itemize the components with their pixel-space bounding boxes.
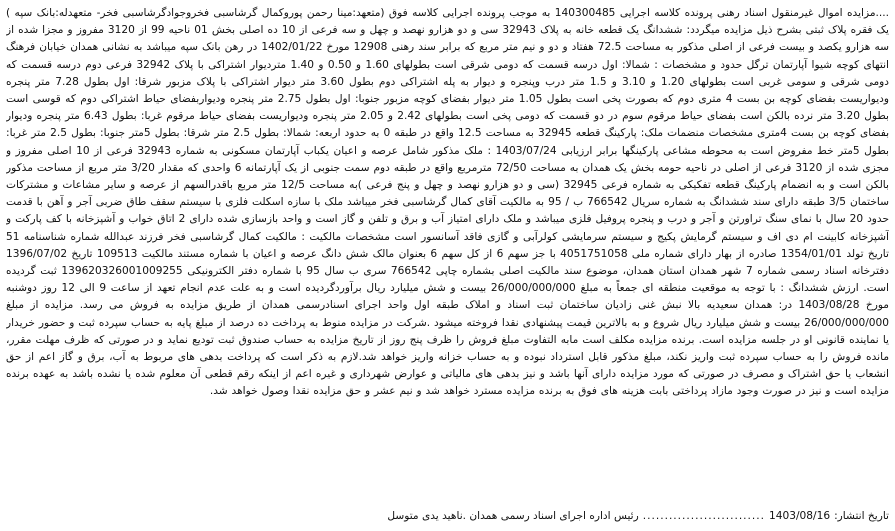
footer-dot-leader: ............................ bbox=[642, 510, 766, 522]
signatory: رئیس اداره اجرای اسناد رسمی همدان .ناهید یدی متوسل bbox=[387, 510, 639, 522]
publish-date-value: 1403/08/16 bbox=[769, 510, 831, 522]
publish-date-label: تاریخ انتشار: bbox=[834, 510, 889, 522]
auction-notice-body: ....مزایده اموال غیرمنقول اسناد رهنی پرونده کلاسه اجرایی 140300485 به موجب پرونده اجرایی کلاسه فوق (متعهد:مینا رحمن پوروکمال گرشاسبی فخروجوادگرشاسبی فخر- متعهدله:بانک سپه ) یک فقره پلاک ثبتی بشرح ذیل مزایده میگردد: ششدانگ یک قطعه خانه به پلاک 32943 سی و دو هزارو نهصد و چهل و سه فرعی از 10 ده اصلی بخش 01 ناحیه 99 از 3120 مفروز و مجزا شده از سه هزارو یکصد و بیست فرعی از اصلی مذکور به مساحت 72.5 هفتاد و دو و نیم متر مربع که برابر سند رهنی 12908 مورخ 1402/01/22 در رهن بانک سپه میباشد به نشانی همدان خیابان فرهنگ انتهای کوچه شیوا آپارتمان ترگل حدود و مشخصات : شمالا: اول درسه قسمت که دومی شرقی است بطولهای 1.60 و 0.50 و 1.40 متردیوار اشتراکی با پلاک 32942 فرعی دوم درسه قسمت که دومی شرقی و سومی غربی است بطولهای 1.20 و 3.10 و 1.5 متر درب وپنجره و دیوار به پله اشتراکی دوم بطول 3.60 متر دیوار اشتراکی با پلاک مزبور شرقا: اول بطول 7.28 متر پنجره ودیواریست بفضای کوچه بن بست 4 متری دوم که بصورت پخی است بطول 1.05 متر دیوار بفضای کوچه مزبور جنوبا: اول بطول 2.75 متر پنجره ودیواربفضای حیاط اشتراکی دوم که قوسی است بطول 3.20 متر نرده بالکن است بفضای حیاط مرقوم سوم در دو قسمت که دومی پخی است بطولهای 2.42 و 2.05 متر پنجره ودیواریست بفضای حیاط مرقوم غربا: بطول 6.43 متر پنجره ودیوار بفضای کوچه بن بست 4متری مشخصات منضمات ملک: پارکینگ قطعه 32945 به مساحت 12.5 واقع در طبقه 0 به حدود اربعه: شمالا: بطول 2.5 متر شرقا: بطول 5متر جنوبا: بطول 2.5 متر غربا: بطول 5متر خط مفروض است به محوطه مشاعی پارکینگها برابر ارزیابی 1403/07/24 : ملک مذکور شامل عرصه و اعیان یکباب آپارتمان مسکونی به شماره 32943 فرعی از 10 اصلی مفروز و مجزی شده از 3120 فرعی از اصلی در ناحیه حومه بخش یک همدان به مساحت 72/50 مترمربع واقع در طبقه دوم سمت جنوبی از یک آپارتمانه 6 واحدی که مقدار 3/20 متر مربع از مساحت مذکور بالکن است و به انضمام پارکینگ قطعه تفکیکی به شماره فرعی 32945 (سی و دو هزارو نهصد و چهل و پنج فرعی )به مساحت 12/5 متر مربع باقدرالسهم از عرصه و سایر مشاعات و مشترکات ساختمان 3/5 طبقه دارای سند ششدانگ به شماره سریال 766542 ب / 95 به مالکیت آقای کمال گرشاسبی فخر میباشد ملک با سازه اسکلت فلزی با سیستم سقف طاق ضربی آجر و آهن با قدمت حدود 20 سال با نمای سنگ تراورتن و آجر و درب و پنجره پروفیل فلزی میباشد و ملک دارای امتیاز آب و برق و تلفن و گاز است و واحد بازسازی شده دارای 2 اتاق خواب و آشپزخانه با کف پارکت و آشپزخانه کابینت ام دی اف و سیستم گرمایش پکیج و سیستم سرمایشی کولرآبی و گازی فاقد آسانسور است مشخصات مالکیت : مالکیت کمال گرشاسبی فخر فرزند عبدالله شماره شناسنامه 51 تاریخ تولد 1354/01/01 صادره از بهار دارای شماره ملی 4051751058 با جز سهم 6 از کل سهم 6 بعنوان مالک شش دانگ عرصه و اعیان با شماره مستند مالکیت 109513 تاریخ 1396/07/02 دفترخانه اسناد رسمی شماره 7 شهر همدان استان همدان، موضوع سند مالکیت اصلی بشماره چاپی 766542 سری ب سال 95 با شماره دفتر الکترونیکی 139620326001009255 ثبت گردیده است. ارزش ششدانگ : با توجه به موقعیت منطقه ای جمعاً به مبلغ 26/000/000/000 بیست و شش میلیارد ریال برآوردگردیده است و به علت عدم انجام تعهد از ساعت 9 الی 12 روز دوشنبه مورخ 1403/08/28 در: همدان سعیدیه بالا نبش غنی زادیان ساختمان ثبت اسناد و املاک طبقه اول واحد اجرای اسنادرسمی همدان از طریق مزایده به فروش می رسد. مزایده از مبلغ 26/000/000/000 بیست و شش میلیارد ریال شروع و به بالاترین قیمت پیشنهادی نقدا فروخته میشود .شرکت در مزایده منوط به پرداخت ده درصد از مبلغ پایه به حساب سپرده ثبت و حضور خریدار یا نماینده قانونی او در جلسه مزایده است. برنده مزایده مکلف است مابه التفاوت مبلغ فروش را ظرف پنج روز از تاریخ مزایده به حساب صندوق ثبت تودیع نماید و در صورتی که ظرف مهلت مقرر، مانده فروش را به حساب سپرده ثبت واریز نکند، مبلغ مذکور قابل استرداد نبوده و به حساب خزانه واریز خواهد شد.لازم به ذکر است که پرداخت بدهی های مربوط به آب، برق و گاز اعم از حق انشعاب یا حق اشتراک و مصرف در صورتی که مورد مزایده دارای آنها باشد و نیز بدهی های مالیاتی و عوارض شهرداری و غیره اعم از اینکه رقم قطعی آن معلوم شده یا نشده باشد به عهده برنده مزایده است و نیز در صورت وجود مازاد پرداختی بابت هزینه های فوق به برنده مزایده مسترد خواهد شد و نیم عشر و حق مزایده نقدا وصول خواهد شد. bbox=[6, 7, 889, 398]
notice-footer bbox=[6, 508, 889, 525]
